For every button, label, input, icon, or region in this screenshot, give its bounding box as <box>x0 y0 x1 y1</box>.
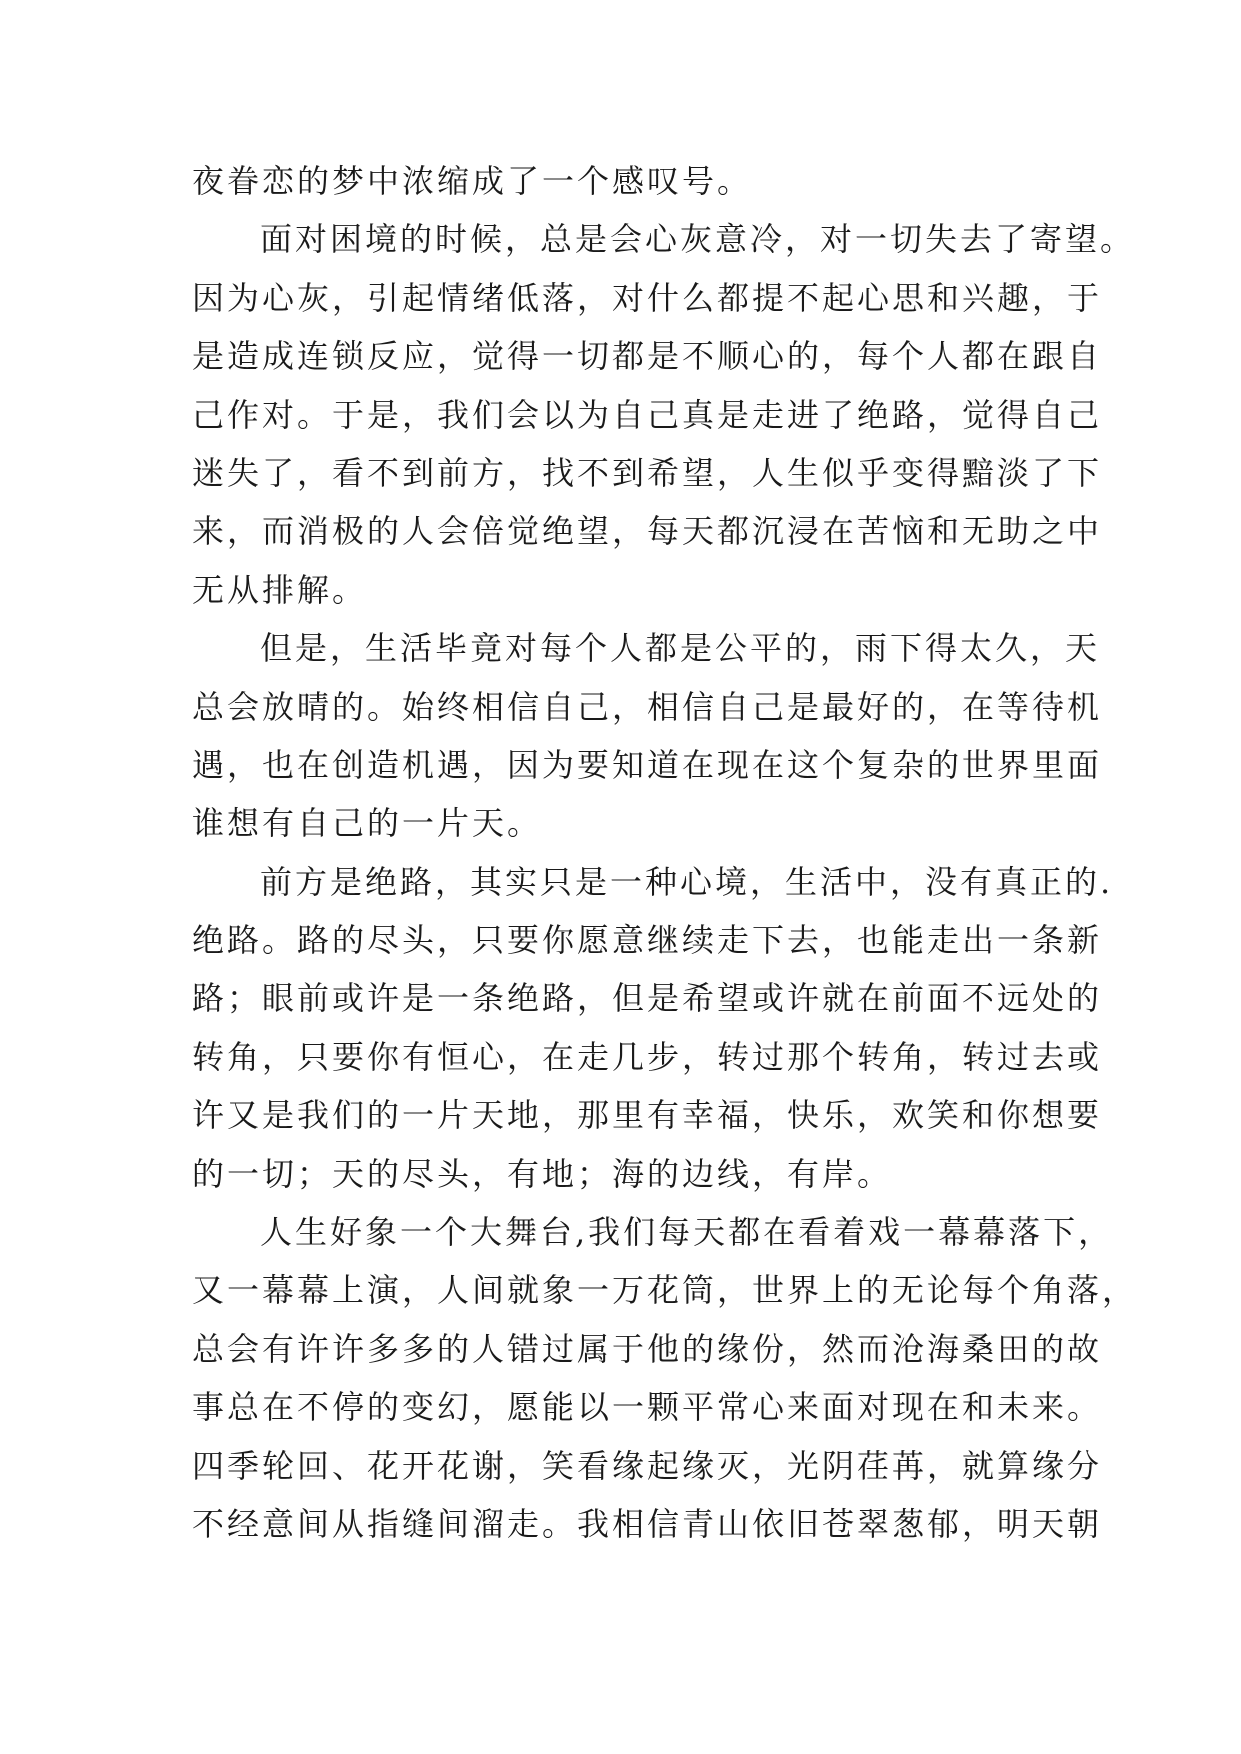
text-line: 来，而消极的人会倍觉绝望，每天都沉浸在苦恼和无助之中 <box>192 512 1103 551</box>
text-line: 面对困境的时候，总是会心灰意冷，对一切失去了寄望。 <box>260 220 1136 259</box>
text-line: 路；眼前或许是一条绝路，但是希望或许就在前面不远处的 <box>192 979 1103 1018</box>
text-line: 事总在不停的变幻，愿能以一颗平常心来面对现在和未来。 <box>192 1388 1103 1427</box>
text-line: 总会放晴的。始终相信自己，相信自己是最好的，在等待机 <box>192 687 1103 726</box>
text-line: 不经意间从指缝间溜走。我相信青山依旧苍翠葱郁，明天朝 <box>192 1504 1103 1543</box>
text-line: 绝路。路的尽头，只要你愿意继续走下去，也能走出一条新 <box>192 921 1103 960</box>
text-line: 人生好象一个大舞台,我们每天都在看着戏一幕幕落下， <box>260 1213 1114 1252</box>
text-line: 因为心灰，引起情绪低落，对什么都提不起心思和兴趣，于 <box>192 278 1103 317</box>
body-text <box>192 152 1138 1553</box>
text-line: 但是，生活毕竟对每个人都是公平的，雨下得太久，天 <box>260 629 1101 668</box>
text-line: 许又是我们的一片天地，那里有幸福，快乐，欢笑和你想要 <box>192 1096 1103 1135</box>
text-line: 四季轮回、花开花谢，笑看缘起缘灭，光阴荏苒，就算缘分 <box>192 1446 1103 1485</box>
text-line: 遇，也在创造机遇，因为要知道在现在这个复杂的世界里面 <box>192 745 1103 784</box>
text-line: 无从排解。 <box>192 570 368 609</box>
text-line: 是造成连锁反应，觉得一切都是不顺心的，每个人都在跟自 <box>192 337 1103 376</box>
text-line: 夜眷恋的梦中浓缩成了一个感叹号。 <box>192 162 753 200</box>
text-line: 转角，只要你有恒心，在走几步，转过那个转角，转过去或 <box>192 1037 1103 1076</box>
text-line: 迷失了，看不到前方，找不到希望，人生似乎变得黯淡了下 <box>192 453 1103 492</box>
text-line: 谁想有自己的一片天。 <box>192 804 543 843</box>
text-line: 前方是绝路，其实只是一种心境，生活中，没有真正的. <box>260 862 1114 901</box>
text-line: 的一切；天的尽头，有地；海的边线，有岸。 <box>192 1154 893 1193</box>
text-line: 己作对。于是，我们会以为自己真是走进了绝路，觉得自己 <box>192 395 1103 434</box>
text-line: 又一幕幕上演，人间就象一万花筒，世界上的无论每个角落， <box>192 1271 1138 1310</box>
text-line: 总会有许许多多的人错过属于他的缘份，然而沧海桑田的故 <box>192 1329 1103 1368</box>
